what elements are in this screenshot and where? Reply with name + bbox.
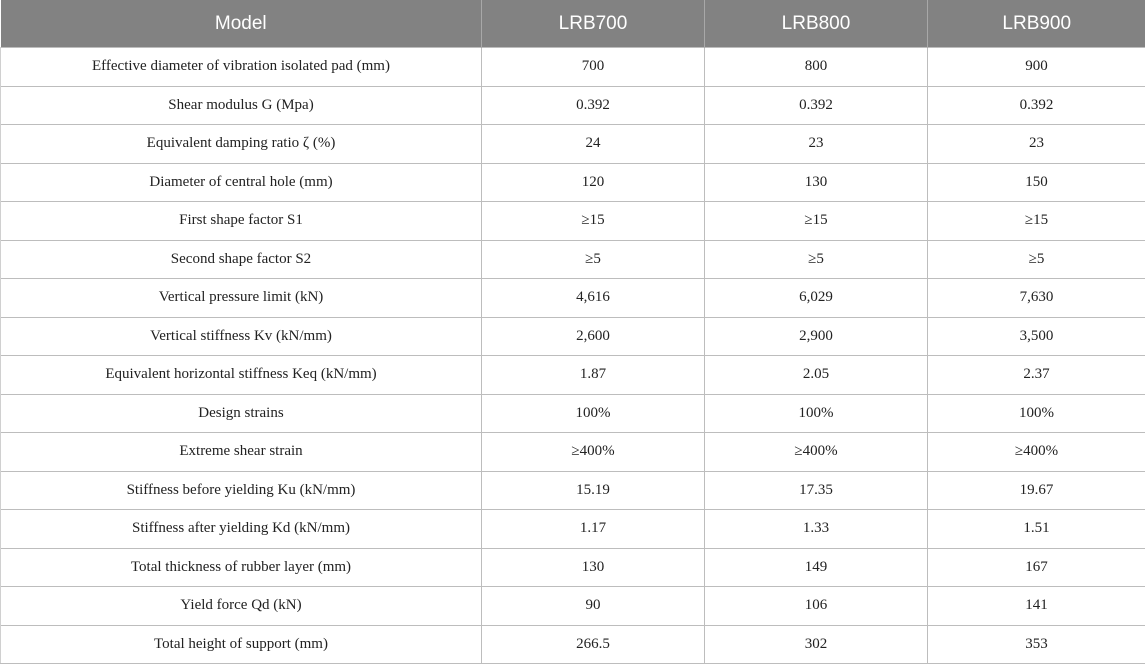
parameter-name: Total height of support (mm) [1,625,482,664]
value-lrb900: 167 [928,548,1145,587]
value-lrb800: ≥400% [705,433,928,472]
value-lrb800: ≥15 [705,202,928,241]
table-row [1,48,1145,87]
parameter-name: Vertical pressure limit (kN) [1,279,482,318]
table-row [1,433,1145,472]
table-row [1,625,1145,664]
value-lrb900: 19.67 [928,471,1145,510]
value-lrb800: 130 [705,163,928,202]
value-lrb900: 900 [928,48,1145,87]
value-lrb900: ≥5 [928,240,1145,279]
value-lrb900: 7,630 [928,279,1145,318]
value-lrb900: 3,500 [928,317,1145,356]
value-lrb800: 1.33 [705,510,928,549]
value-lrb900: 141 [928,587,1145,626]
value-lrb800: 2.05 [705,356,928,395]
parameter-name: Equivalent damping ratio ζ (%) [1,125,482,164]
value-lrb800: 17.35 [705,471,928,510]
value-lrb800: 106 [705,587,928,626]
value-lrb700: ≥15 [482,202,705,241]
value-lrb900: 1.51 [928,510,1145,549]
header-model: Model [1,0,482,48]
parameter-name: First shape factor S1 [1,202,482,241]
value-lrb900: 23 [928,125,1145,164]
parameter-name: Second shape factor S2 [1,240,482,279]
value-lrb700: 1.87 [482,356,705,395]
table-row [1,125,1145,164]
value-lrb900: 353 [928,625,1145,664]
value-lrb800: ≥5 [705,240,928,279]
table-row [1,202,1145,241]
value-lrb700: 266.5 [482,625,705,664]
parameter-name: Shear modulus G (Mpa) [1,86,482,125]
parameter-name: Vertical stiffness Kv (kN/mm) [1,317,482,356]
table-body [1,48,1145,664]
value-lrb700: 90 [482,587,705,626]
value-lrb700: 2,600 [482,317,705,356]
parameter-name: Design strains [1,394,482,433]
value-lrb800: 2,900 [705,317,928,356]
value-lrb800: 23 [705,125,928,164]
header-row [1,0,1145,48]
parameter-name: Equivalent horizontal stiffness Keq (kN/mm) [1,356,482,395]
value-lrb900: ≥400% [928,433,1145,472]
table-row [1,240,1145,279]
value-lrb700: 24 [482,125,705,164]
table-row [1,548,1145,587]
value-lrb700: 0.392 [482,86,705,125]
value-lrb700: 100% [482,394,705,433]
value-lrb900: 0.392 [928,86,1145,125]
table-row [1,317,1145,356]
value-lrb800: 100% [705,394,928,433]
value-lrb900: 2.37 [928,356,1145,395]
parameter-name: Effective diameter of vibration isolated pad (mm) [1,48,482,87]
value-lrb800: 302 [705,625,928,664]
value-lrb700: ≥5 [482,240,705,279]
header-lrb800: LRB800 [705,0,928,48]
value-lrb800: 0.392 [705,86,928,125]
parameter-name: Stiffness before yielding Ku (kN/mm) [1,471,482,510]
header-lrb700: LRB700 [482,0,705,48]
table-header [1,0,1145,48]
parameter-name: Diameter of central hole (mm) [1,163,482,202]
value-lrb900: ≥15 [928,202,1145,241]
value-lrb700: 700 [482,48,705,87]
header-lrb900: LRB900 [928,0,1145,48]
table-row [1,356,1145,395]
table-row [1,587,1145,626]
value-lrb900: 150 [928,163,1145,202]
table-row [1,163,1145,202]
value-lrb700: 15.19 [482,471,705,510]
table-row [1,510,1145,549]
value-lrb700: 120 [482,163,705,202]
value-lrb800: 6,029 [705,279,928,318]
table-row [1,86,1145,125]
table-row [1,279,1145,318]
value-lrb800: 800 [705,48,928,87]
value-lrb700: 1.17 [482,510,705,549]
table-row [1,394,1145,433]
table-row [1,471,1145,510]
value-lrb700: 130 [482,548,705,587]
value-lrb800: 149 [705,548,928,587]
value-lrb700: 4,616 [482,279,705,318]
value-lrb900: 100% [928,394,1145,433]
parameter-name: Stiffness after yielding Kd (kN/mm) [1,510,482,549]
parameter-name: Yield force Qd (kN) [1,587,482,626]
parameter-name: Extreme shear strain [1,433,482,472]
value-lrb700: ≥400% [482,433,705,472]
parameter-name: Total thickness of rubber layer (mm) [1,548,482,587]
